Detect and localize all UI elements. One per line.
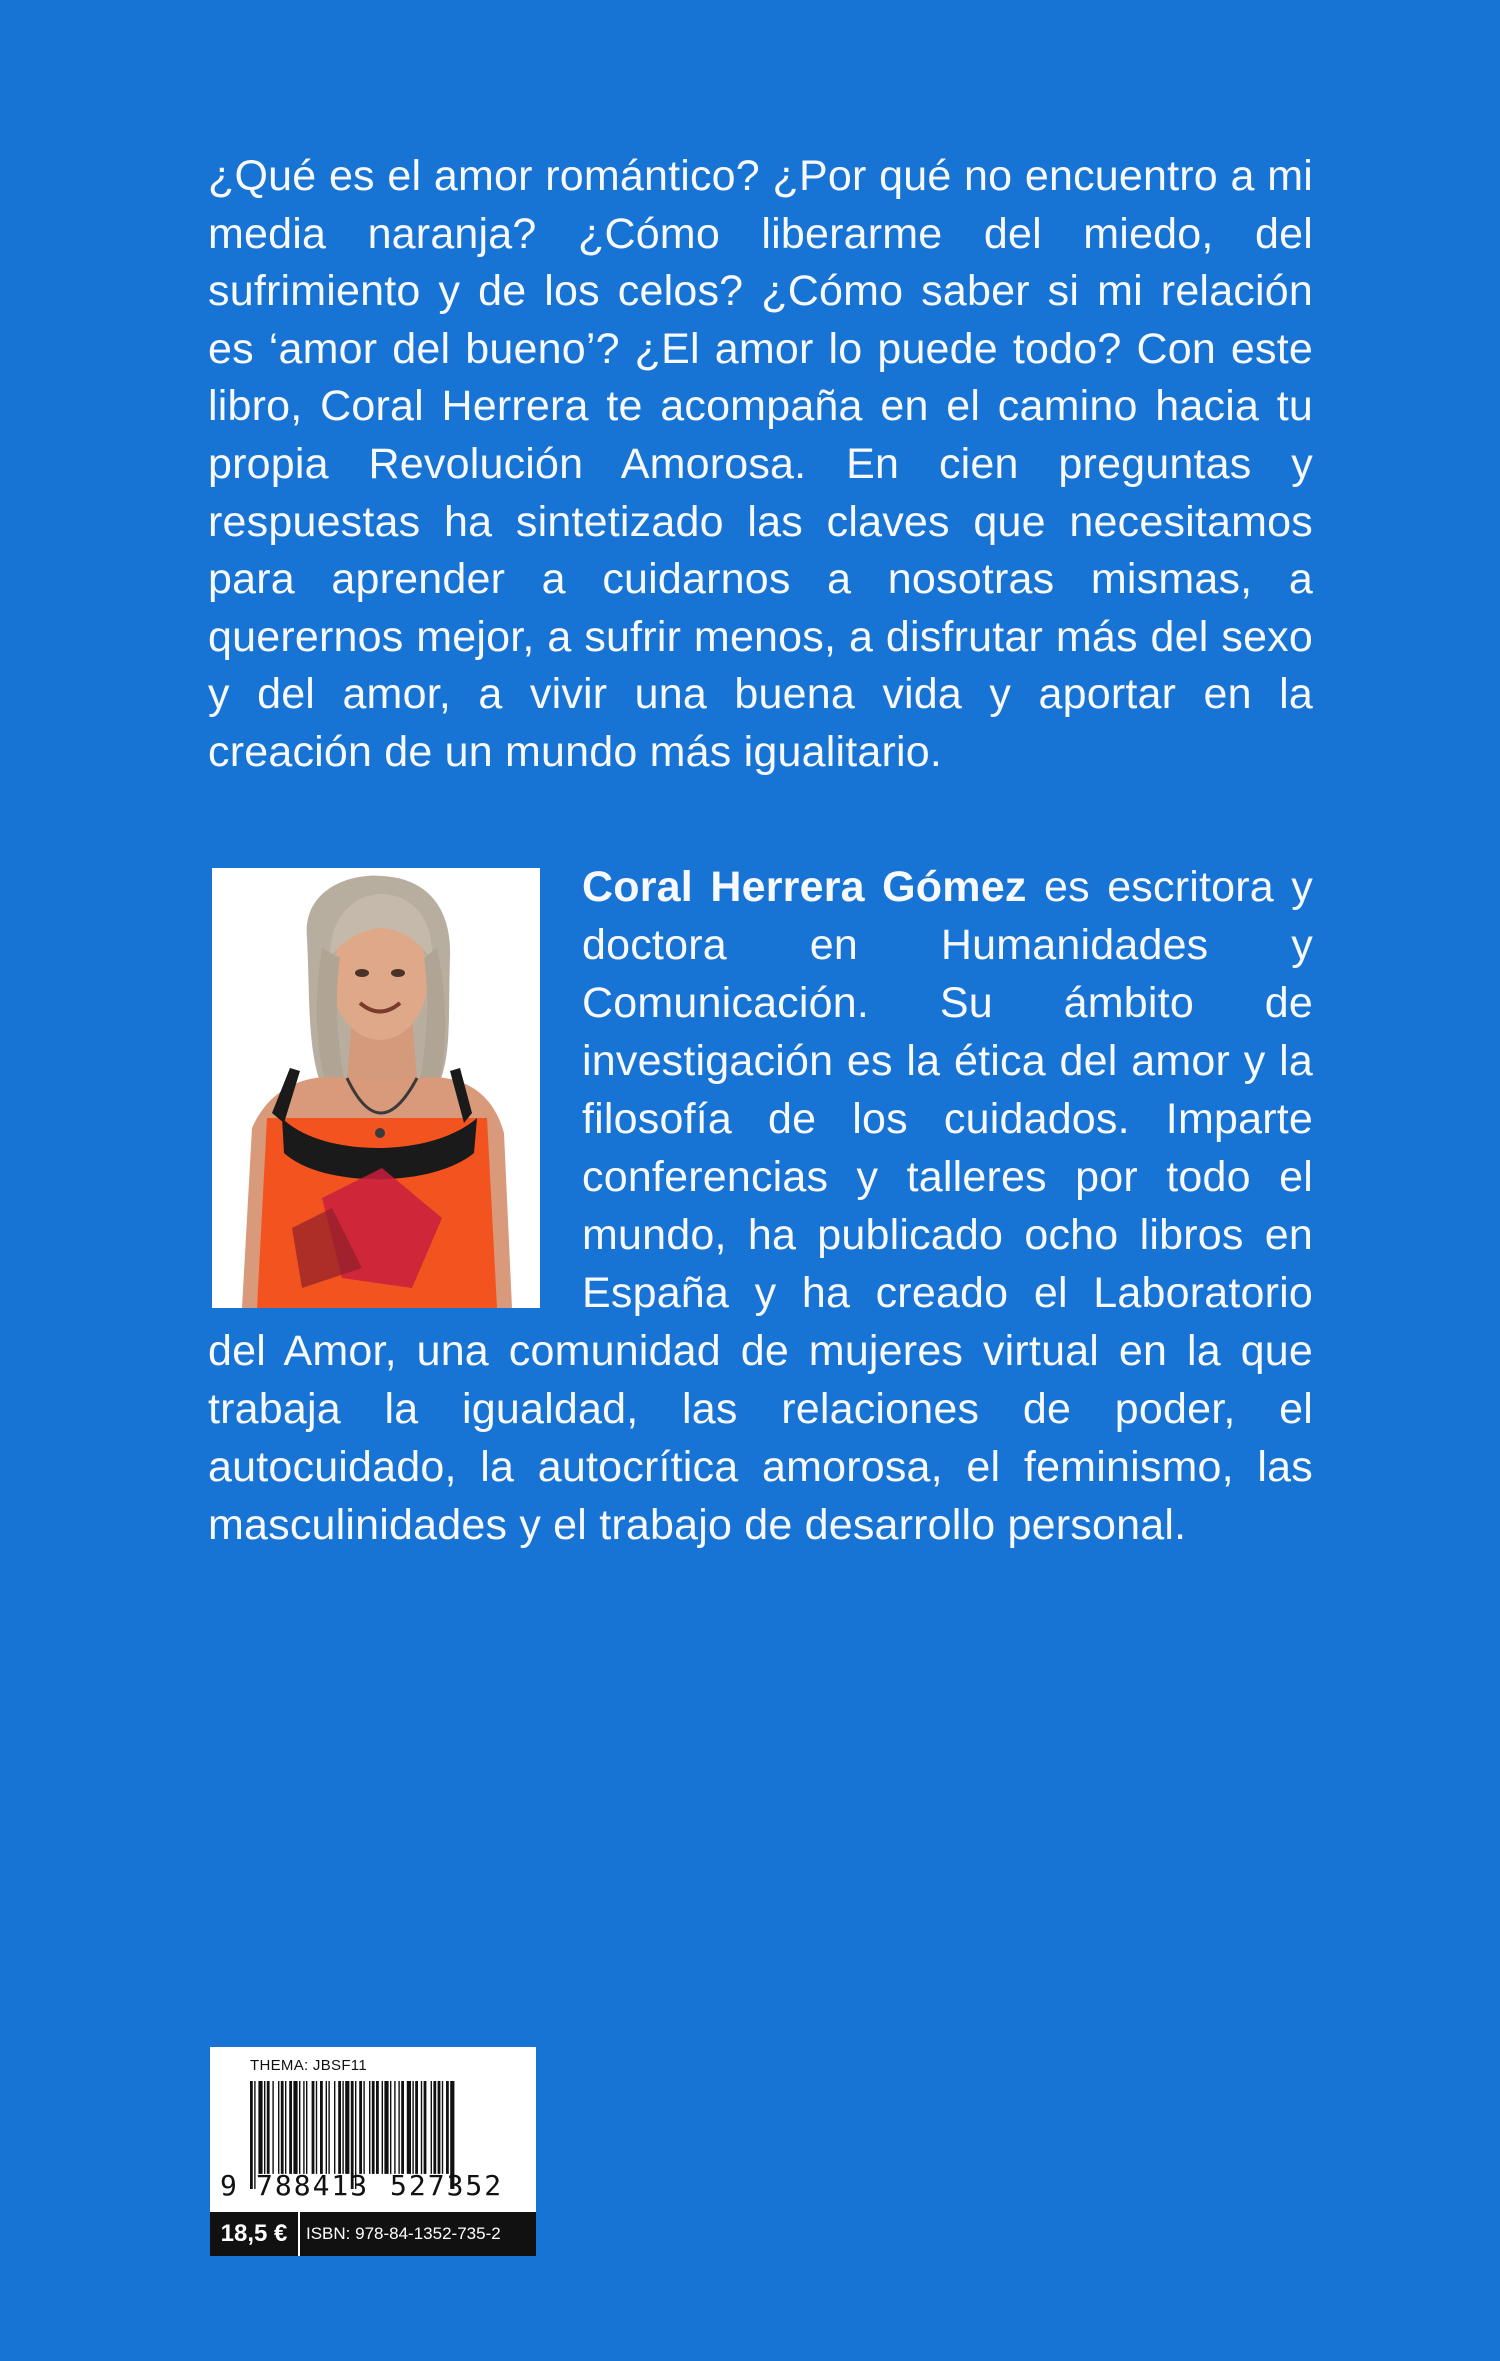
barcode-bar bbox=[412, 2081, 413, 2174]
barcode-bar bbox=[316, 2081, 317, 2174]
barcode-bar bbox=[384, 2081, 388, 2174]
blurb-text: ¿Qué es el amor romántico? ¿Por qué no encuentro a mi media naranja? ¿Cómo liberarme del miedo, del sufrimiento y de los celos? ¿Cómo saber si mi relación es ‘amor del bueno’? ¿El amor lo puede todo? Con este libro, Coral Herrera te acompaña en el camino hacia tu propia Revolución Amorosa. En cien preguntas y respuestas ha sintetizado las claves que necesitamos para aprender a cuidarnos a nosotras mismas, a querernos mejor, a sufrir menos, a disfrutar más del sexo y del amor, a vivir una buena vida y aportar en la creación de un mundo más igualitario. bbox=[208, 152, 1313, 776]
barcode-bar bbox=[363, 2081, 364, 2174]
barcode-bar bbox=[285, 2081, 286, 2174]
barcode-bar bbox=[289, 2081, 292, 2174]
author-bio bbox=[208, 858, 1313, 1554]
barcode-first-digit: 9 bbox=[220, 2169, 237, 2202]
barcode-bar bbox=[415, 2081, 418, 2174]
barcode-digit-group-1: 788413 bbox=[256, 2169, 370, 2202]
barcode-bar bbox=[446, 2081, 449, 2174]
barcode-bar bbox=[376, 2081, 379, 2174]
price-label: 18,5 € bbox=[210, 2212, 300, 2256]
barcode-bar bbox=[306, 2081, 307, 2174]
isbn-label: ISBN: 978-84-1352-735-2 bbox=[306, 2224, 501, 2243]
barcode-bar bbox=[326, 2081, 327, 2174]
barcode-bar bbox=[264, 2081, 265, 2174]
barcode-bar bbox=[278, 2081, 279, 2174]
barcode-bar bbox=[342, 2081, 343, 2174]
barcode-bar bbox=[369, 2081, 370, 2174]
barcode-digits bbox=[220, 2169, 526, 2203]
barcode-bar bbox=[338, 2081, 341, 2174]
barcode-bar bbox=[272, 2081, 273, 2174]
barcode-bar bbox=[390, 2081, 391, 2174]
barcode-bar bbox=[320, 2081, 323, 2174]
barcode-bar bbox=[267, 2081, 270, 2174]
price-isbn-row bbox=[210, 2212, 536, 2256]
author-name: Coral Herrera Gómez bbox=[582, 863, 1027, 911]
barcode-bar bbox=[312, 2081, 315, 2174]
barcode-bar bbox=[281, 2081, 284, 2174]
barcode-bar bbox=[258, 2081, 262, 2174]
author-bio-text: es escritora y doctora en Humanidades y Comunicación. Su ámbito de investigación es la ética del amor y la filosofía de los cuidados. Imparte conferencias y talleres por todo el mundo, ha publicado ocho libros en España y ha creado el Laboratorio del Amor, una comunidad de mujeres virtual en la que trabaja la igualdad, las relaciones de poder, el autocuidado, la autocrítica amorosa, el feminismo, las masculinidades y el trabajo de desarrollo personal. bbox=[208, 863, 1314, 1549]
barcode-bar bbox=[431, 2081, 432, 2174]
thema-code: THEMA: JBSF11 bbox=[250, 2057, 367, 2074]
barcode-bar bbox=[438, 2081, 441, 2174]
barcode-digit-group-2: 527352 bbox=[390, 2169, 504, 2202]
photo-spacer bbox=[208, 858, 582, 1304]
barcode-bar bbox=[345, 2081, 349, 2174]
barcode-bar bbox=[433, 2081, 436, 2174]
barcode-bar bbox=[401, 2081, 404, 2174]
barcode-bar bbox=[421, 2081, 422, 2174]
barcode-label bbox=[210, 2047, 536, 2256]
barcode-bar bbox=[442, 2081, 443, 2174]
barcode-bar bbox=[424, 2081, 427, 2174]
barcode-bar bbox=[372, 2081, 375, 2174]
barcode-bar bbox=[359, 2081, 362, 2174]
barcode-bar bbox=[293, 2081, 297, 2174]
barcode-bar bbox=[303, 2081, 304, 2174]
barcode-bar bbox=[382, 2081, 383, 2174]
barcode-bar bbox=[299, 2081, 300, 2174]
back-cover-blurb bbox=[208, 148, 1313, 782]
barcode-bar bbox=[398, 2081, 399, 2174]
barcode-bar bbox=[328, 2081, 329, 2174]
barcode-bar bbox=[334, 2081, 335, 2174]
barcode-bar bbox=[407, 2081, 411, 2174]
barcode-bar bbox=[394, 2081, 395, 2174]
